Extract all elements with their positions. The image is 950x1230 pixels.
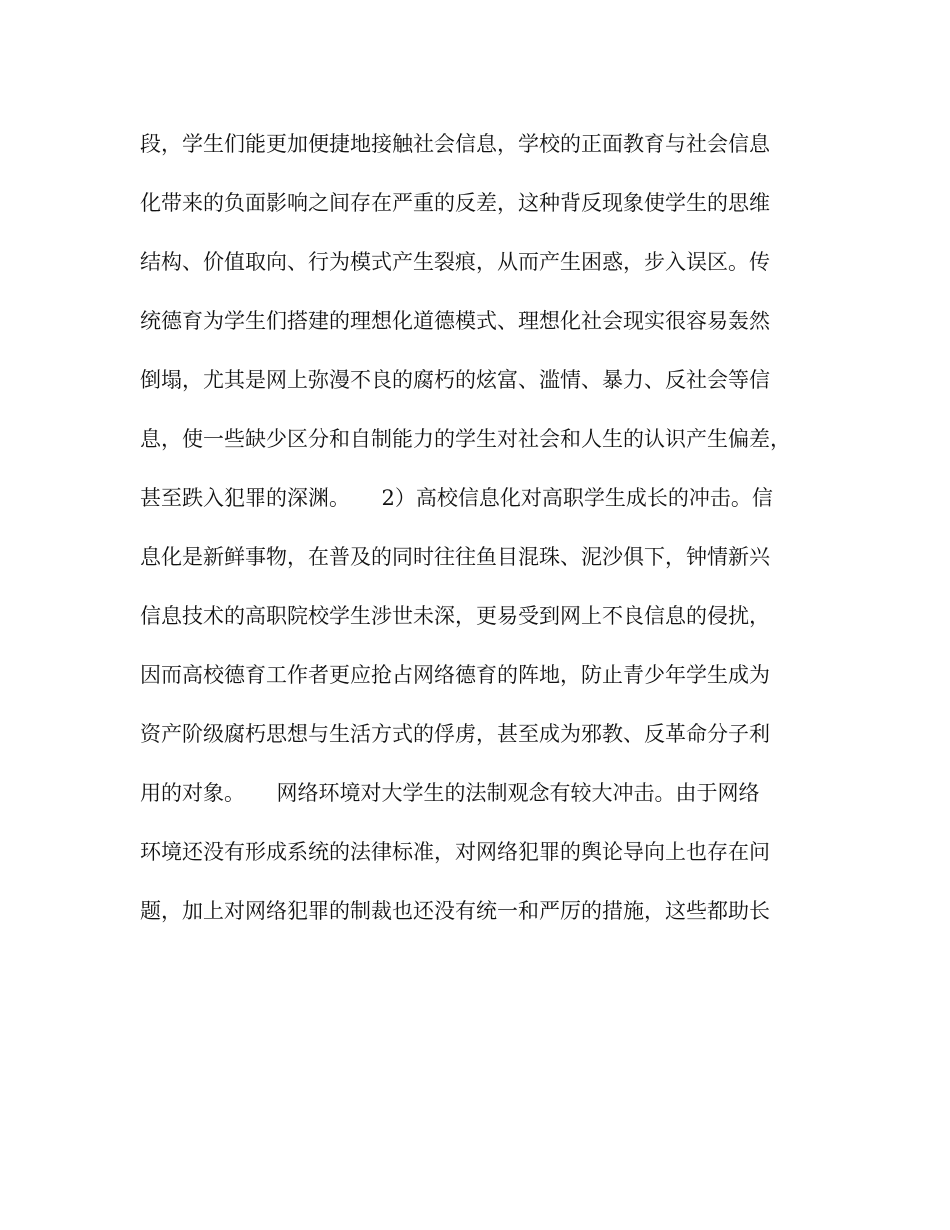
body-text: [140, 122, 820, 948]
text-line: 统德育为学生们搭建的理想化道德模式、理想化社会现实很容易轰然: [140, 309, 770, 333]
text-line: 用的对象。 网络环境对大学生的法制观念有较大冲击。由于网络: [140, 781, 760, 805]
text-line: 倒塌，尤其是网上弥漫不良的腐朽的炫富、滥情、暴力、反社会等信: [140, 368, 770, 392]
text-line: 段，学生们能更加便捷地接触社会信息，学校的正面教育与社会信息: [140, 132, 770, 156]
text-line: 息，使一些缺少区分和自制能力的学生对社会和人生的认识产生偏差，: [140, 427, 791, 451]
text-line: 信息技术的高职院校学生涉世未深，更易受到网上不良信息的侵扰，: [140, 604, 770, 628]
text-line: 化带来的负面影响之间存在严重的反差，这种背反现象使学生的思维: [140, 191, 770, 215]
text-line: 息化是新鲜事物，在普及的同时往往鱼目混珠、泥沙俱下，钟情新兴: [140, 545, 770, 569]
text-line: 甚至跌入犯罪的深渊。 2）高校信息化对高职学生成长的冲击。信: [140, 486, 773, 510]
text-line: 资产阶级腐朽思想与生活方式的俘虏，甚至成为邪教、反革命分子利: [140, 722, 770, 746]
text-line: 环境还没有形成系统的法律标准，对网络犯罪的舆论导向上也存在问: [140, 840, 770, 864]
text-line: 结构、价值取向、行为模式产生裂痕，从而产生困惑，步入误区。传: [140, 250, 770, 274]
text-line: 题，加上对网络犯罪的制裁也还没有统一和严厉的措施，这些都助长: [140, 899, 770, 923]
text-line: 因而高校德育工作者更应抢占网络德育的阵地，防止青少年学生成为: [140, 663, 770, 687]
